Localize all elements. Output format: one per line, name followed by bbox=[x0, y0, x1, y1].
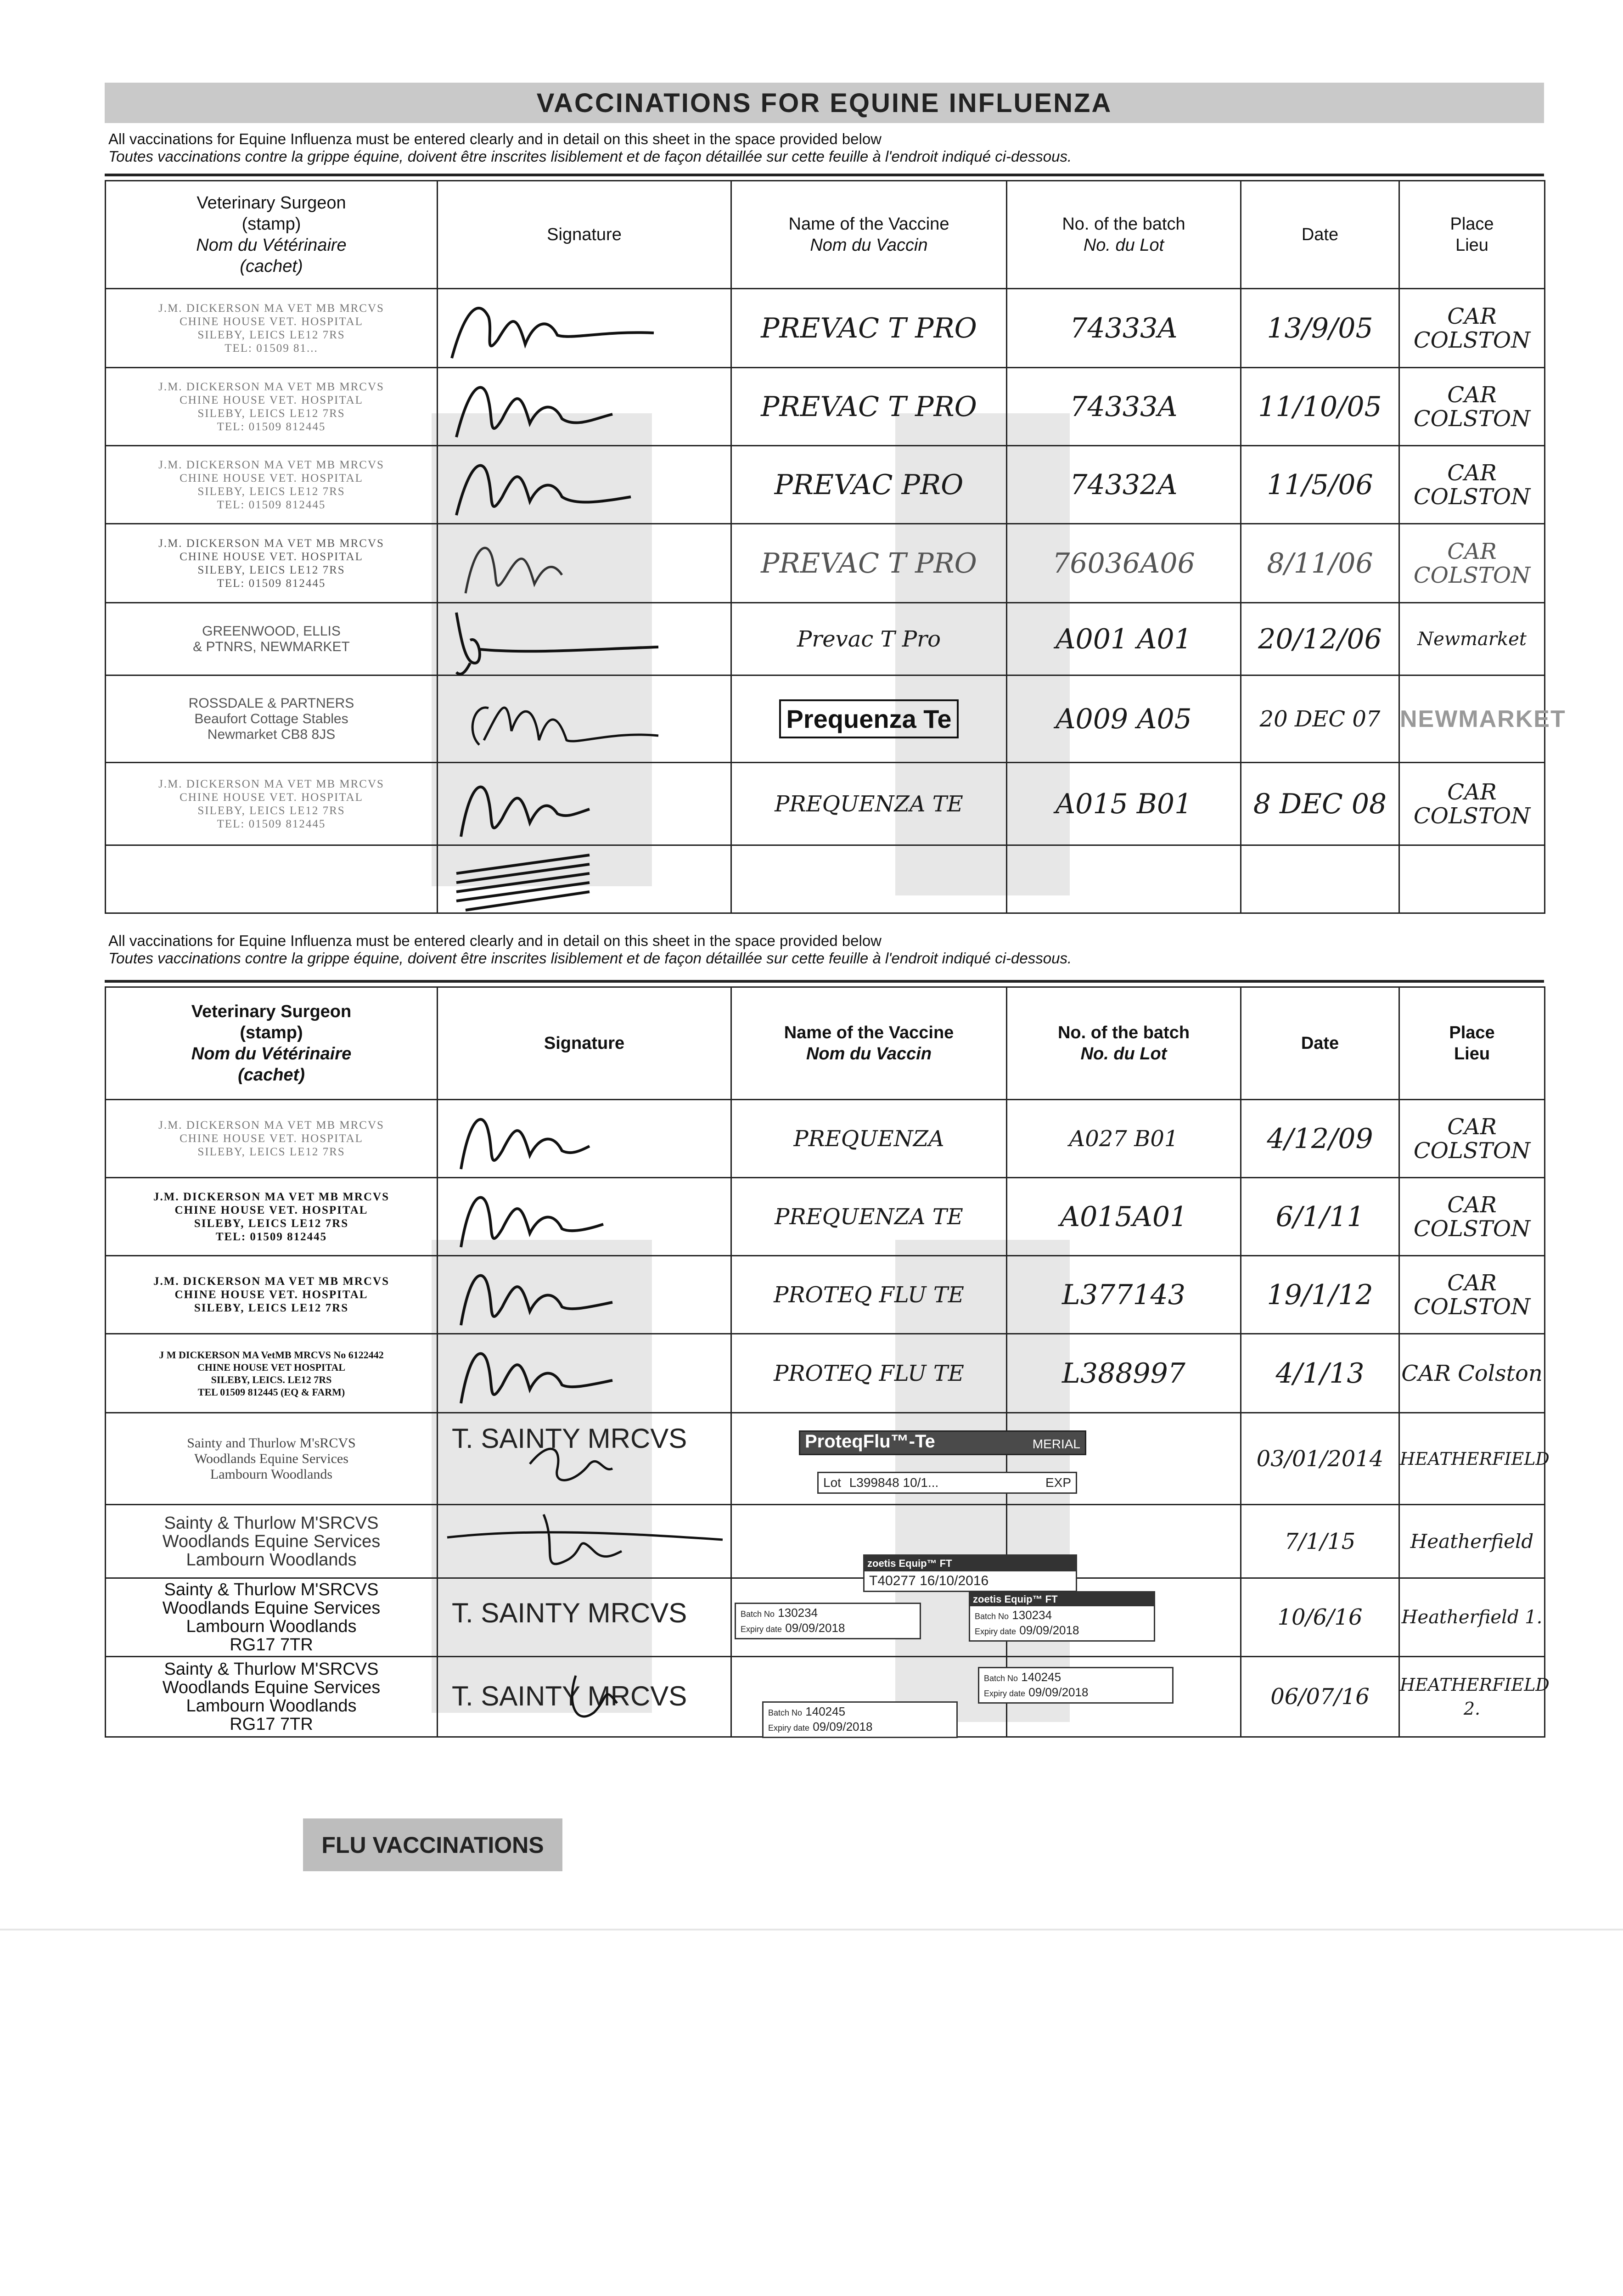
vaccination-date: 8/11/06 bbox=[1241, 524, 1399, 603]
equip-brand: zoetis Equip™ FT bbox=[970, 1593, 1154, 1606]
vaccination-date: 10/6/16 bbox=[1241, 1578, 1399, 1657]
vaccination-date: 03/01/2014 bbox=[1241, 1413, 1399, 1505]
stamp-line: J.M. DICKERSON MA VET MB MRCVS bbox=[158, 537, 384, 550]
stamp-line: Lambourn Woodlands bbox=[210, 1466, 333, 1482]
stamp-line: CHINE HOUSE VET HOSPITAL bbox=[197, 1361, 346, 1373]
header-date: Date bbox=[1241, 181, 1399, 289]
table-header-row bbox=[106, 987, 1545, 1100]
table-row bbox=[106, 763, 1545, 845]
batch-number: A001 A01 bbox=[1007, 603, 1241, 675]
expiry-label: Expiry date bbox=[975, 1627, 1016, 1636]
vaccine-name: PROTEQ FLU TE bbox=[731, 1256, 1007, 1334]
equip-expiry: 09/09/2018 bbox=[1028, 1685, 1089, 1699]
vaccination-date: 6/1/11 bbox=[1241, 1178, 1399, 1256]
batch-number: 74332A bbox=[1007, 446, 1241, 524]
table-row bbox=[106, 289, 1545, 368]
signature-cell bbox=[438, 1505, 731, 1578]
stamp-line: RG17 7TR bbox=[230, 1715, 313, 1734]
stamp-line: CHINE HOUSE VET. HOSPITAL bbox=[180, 394, 363, 406]
handwritten-signature bbox=[438, 524, 732, 603]
equip-lot: T40277 16/10/2016 bbox=[869, 1573, 989, 1588]
table-row bbox=[106, 1256, 1545, 1334]
place: CAR COLSTON bbox=[1399, 1256, 1545, 1334]
header-vet-en-2: (stamp) bbox=[241, 214, 301, 234]
stamp-line: Beaufort Cottage Stables bbox=[194, 711, 348, 726]
vaccination-date: 8 DEC 08 bbox=[1241, 763, 1399, 845]
signature-stamp-text: T. SAINTY MRCVS bbox=[452, 1681, 687, 1711]
header-vaccine-en: Name of the Vaccine bbox=[788, 214, 949, 234]
vaccine-name: PROTEQ FLU TE bbox=[731, 1334, 1007, 1413]
stamp-line: J.M. DICKERSON MA VET MB MRCVS bbox=[158, 1119, 384, 1131]
proteq-name: ProteqFlu™-Te bbox=[805, 1431, 935, 1452]
place: CAR COLSTON bbox=[1399, 1178, 1545, 1256]
equip-expiry: 09/09/2018 bbox=[1019, 1623, 1079, 1637]
stamp-line: ROSSDALE & PARTNERS bbox=[188, 695, 354, 711]
vaccine-name: PREVAC PRO bbox=[731, 446, 1007, 524]
proteq-exp: EXP bbox=[1045, 1475, 1071, 1490]
stamp-line: CHINE HOUSE VET. HOSPITAL bbox=[174, 1204, 368, 1216]
vaccine-name: PREVAC T PRO bbox=[731, 368, 1007, 446]
equip-batch: 140245 bbox=[805, 1705, 846, 1718]
equip-expiry: 09/09/2018 bbox=[785, 1621, 845, 1635]
page-fold-line bbox=[0, 1929, 1623, 1930]
table-header-row bbox=[106, 181, 1545, 289]
vaccination-date: 20/12/06 bbox=[1241, 603, 1399, 675]
vet-stamp bbox=[106, 763, 438, 845]
vaccine-name bbox=[731, 845, 1007, 913]
batch-no-label: Batch No bbox=[984, 1674, 1018, 1683]
vaccine-name: Prevac T Pro bbox=[731, 603, 1007, 675]
stamp-line: J.M. DICKERSON MA VET MB MRCVS bbox=[158, 777, 384, 790]
stamp-line: Sainty and Thurlow M'sRCVS bbox=[187, 1435, 356, 1451]
vet-stamp bbox=[106, 1413, 438, 1505]
stamp-line: TEL: 01509 812445 bbox=[215, 1230, 327, 1243]
vet-stamp bbox=[106, 368, 438, 446]
stamp-line: Lambourn Woodlands bbox=[186, 1617, 357, 1636]
vaccine-name: PREQUENZA bbox=[731, 1100, 1007, 1178]
stamp-line: SILEBY, LEICS LE12 7RS bbox=[197, 1146, 345, 1158]
place: CAR Colston bbox=[1399, 1334, 1545, 1413]
stamp-line: CHINE HOUSE VET. HOSPITAL bbox=[180, 472, 363, 484]
signature-cell bbox=[438, 675, 731, 763]
stamp-line: TEL 01509 812445 (EQ & FARM) bbox=[197, 1386, 345, 1398]
equip-sticker-a bbox=[735, 1603, 921, 1639]
stamp-line: Lambourn Woodlands bbox=[186, 1696, 357, 1716]
instructions-fr: Toutes vaccinations contre la grippe équine, doivent être inscrites lisiblement et de façon détaillée sur cette feuille à l'endroit indiqué ci-dessous. bbox=[108, 950, 1072, 967]
stamp-line: GREENWOOD, ELLIS bbox=[202, 623, 341, 639]
header-vaccine-fr: Nom du Vaccin bbox=[806, 1044, 932, 1064]
stamp-line: Sainty & Thurlow M'SRCVS bbox=[164, 1660, 379, 1679]
vaccination-date: 19/1/12 bbox=[1241, 1256, 1399, 1334]
handwritten-signature bbox=[438, 763, 732, 846]
header-batch-fr: No. du Lot bbox=[1083, 236, 1164, 255]
handwritten-signature bbox=[438, 1100, 732, 1178]
footer-label: FLU VACCINATIONS bbox=[303, 1818, 562, 1871]
header-place-en: Place bbox=[1449, 1023, 1495, 1042]
place: CAR COLSTON bbox=[1399, 1100, 1545, 1178]
page-title-bar bbox=[105, 83, 1544, 123]
stamp-line: J M DICKERSON MA VetMB MRCVS No 6122442 bbox=[159, 1349, 384, 1361]
stamp-line: CHINE HOUSE VET. HOSPITAL bbox=[174, 1289, 368, 1301]
signature-cell bbox=[438, 1178, 731, 1256]
stamp-line: J.M. DICKERSON MA VET MB MRCVS bbox=[153, 1190, 389, 1203]
vaccine-name: PREQUENZA TE bbox=[731, 1178, 1007, 1256]
header-vet-fr: Nom du Vétérinaire bbox=[191, 1044, 352, 1064]
signature-cell bbox=[438, 1578, 731, 1657]
header-place-fr: Lieu bbox=[1455, 236, 1488, 255]
handwritten-signature bbox=[438, 676, 732, 763]
header-signature: Signature bbox=[438, 181, 731, 289]
signature-cell bbox=[438, 446, 731, 524]
vaccine-name: PREVAC T PRO bbox=[731, 289, 1007, 368]
batch-no-label: Batch No bbox=[768, 1708, 803, 1717]
signature-cell bbox=[438, 524, 731, 603]
header-batch bbox=[1007, 181, 1241, 289]
stamp-line: CHINE HOUSE VET. HOSPITAL bbox=[180, 1132, 363, 1145]
vet-stamp bbox=[106, 1178, 438, 1256]
equip-batch: 130234 bbox=[1012, 1608, 1052, 1622]
proteq-lot-label: Lot bbox=[823, 1475, 841, 1490]
vaccination-date: 13/9/05 bbox=[1241, 289, 1399, 368]
stamp-line: Lambourn Woodlands bbox=[186, 1550, 357, 1570]
signature-cell bbox=[438, 368, 731, 446]
batch-no-label: Batch No bbox=[741, 1609, 775, 1619]
stamp-line: SILEBY, LEICS LE12 7RS bbox=[194, 1302, 349, 1314]
header-vaccine bbox=[731, 987, 1007, 1100]
handwritten-signature bbox=[438, 446, 732, 524]
page-title: VACCINATIONS FOR EQUINE INFLUENZA bbox=[536, 88, 1112, 118]
vet-stamp bbox=[106, 524, 438, 603]
table-row bbox=[106, 1334, 1545, 1413]
proteq-sticker bbox=[799, 1430, 1086, 1455]
divider bbox=[105, 174, 1544, 176]
vet-stamp bbox=[106, 1505, 438, 1578]
vaccination-date: 4/12/09 bbox=[1241, 1100, 1399, 1178]
vet-stamp bbox=[106, 289, 438, 368]
stamp-line: TEL: 01509 812445 bbox=[217, 577, 326, 590]
stamp-line: TEL: 01509 812445 bbox=[217, 817, 326, 830]
place: CAR COLSTON bbox=[1399, 289, 1545, 368]
vaccination-date: 11/5/06 bbox=[1241, 446, 1399, 524]
header-vet-fr-2: (cachet) bbox=[240, 257, 303, 276]
place bbox=[1399, 845, 1545, 913]
header-place bbox=[1399, 181, 1545, 289]
batch-number: A027 B01 bbox=[1007, 1100, 1241, 1178]
divider bbox=[105, 980, 1544, 983]
vaccination-date: 11/10/05 bbox=[1241, 368, 1399, 446]
vet-stamp bbox=[106, 1256, 438, 1334]
equip-expiry: 09/09/2018 bbox=[813, 1720, 873, 1733]
header-signature: Signature bbox=[438, 987, 731, 1100]
stamp-line: Newmarket CB8 8JS bbox=[207, 726, 336, 742]
stamp-line: Woodlands Equine Services bbox=[162, 1598, 381, 1618]
table-row bbox=[106, 675, 1545, 763]
stamp-line: SILEBY, LEICS LE12 7RS bbox=[197, 563, 345, 576]
stamp-line: SILEBY, LEICS. LE12 7RS bbox=[211, 1373, 332, 1385]
expiry-label: Expiry date bbox=[768, 1723, 810, 1733]
stamp-line: CHINE HOUSE VET. HOSPITAL bbox=[180, 550, 363, 563]
header-batch-en: No. of the batch bbox=[1062, 214, 1185, 234]
header-batch-en: No. of the batch bbox=[1057, 1023, 1190, 1042]
stamp-line: TEL: 01509 812445 bbox=[217, 498, 326, 511]
stamp-line: CHINE HOUSE VET. HOSPITAL bbox=[180, 791, 363, 804]
place-stamp: NEWMARKET bbox=[1399, 675, 1545, 763]
header-vet-en: Veterinary Surgeon bbox=[191, 1002, 352, 1021]
signature-cell bbox=[438, 1100, 731, 1178]
vaccination-date: 06/07/16 bbox=[1241, 1657, 1399, 1737]
vaccine-name-cell bbox=[731, 675, 1007, 763]
vaccine-name-label: Prequenza Te bbox=[779, 699, 959, 738]
stamp-line: SILEBY, LEICS LE12 7RS bbox=[197, 328, 345, 341]
stamp-line: SILEBY, LEICS LE12 7RS bbox=[197, 485, 345, 498]
table-row-empty bbox=[106, 845, 1545, 913]
batch-number: L377143 bbox=[1007, 1256, 1241, 1334]
header-date: Date bbox=[1241, 987, 1399, 1100]
batch-number: A015A01 bbox=[1007, 1178, 1241, 1256]
stamp-line: TEL: 01509 812445 bbox=[217, 420, 326, 433]
proteq-lot: L399848 10/1... bbox=[849, 1475, 939, 1490]
stamp-line: SILEBY, LEICS LE12 7RS bbox=[197, 407, 345, 420]
handwritten-signature bbox=[438, 289, 732, 368]
place: CAR COLSTON bbox=[1399, 524, 1545, 603]
vaccination-date bbox=[1241, 845, 1399, 913]
stamp-line: J.M. DICKERSON MA VET MB MRCVS bbox=[158, 458, 384, 471]
stamp-line: J.M. DICKERSON MA VET MB MRCVS bbox=[158, 380, 384, 393]
vet-stamp bbox=[106, 675, 438, 763]
handwritten-signature bbox=[438, 1334, 732, 1413]
vet-stamp bbox=[106, 1334, 438, 1413]
stamp-line: CHINE HOUSE VET. HOSPITAL bbox=[180, 315, 363, 328]
vet-stamp bbox=[106, 1578, 438, 1657]
table-row bbox=[106, 524, 1545, 603]
place: HEATHERFIELD 2. bbox=[1399, 1657, 1545, 1737]
vet-stamp bbox=[106, 1100, 438, 1178]
stamp-line: J.M. DICKERSON MA VET MB MRCVS bbox=[158, 302, 384, 315]
batch-number: 74333A bbox=[1007, 289, 1241, 368]
stamp-line: Woodlands Equine Services bbox=[162, 1531, 381, 1551]
batch-no-label: Batch No bbox=[975, 1612, 1009, 1621]
signature-cell bbox=[438, 289, 731, 368]
place: CAR COLSTON bbox=[1399, 446, 1545, 524]
signature-cell bbox=[438, 1334, 731, 1413]
equip-sticker-c bbox=[762, 1701, 958, 1738]
header-vet bbox=[106, 181, 438, 289]
vet-stamp bbox=[106, 845, 438, 913]
vaccination-date: 7/1/15 bbox=[1241, 1505, 1399, 1578]
vaccination-date: 4/1/13 bbox=[1241, 1334, 1399, 1413]
place: Newmarket bbox=[1399, 603, 1545, 675]
signature-cell bbox=[438, 1657, 731, 1737]
vet-stamp bbox=[106, 603, 438, 675]
stamp-line: SILEBY, LEICS LE12 7RS bbox=[194, 1217, 349, 1230]
stamp-line: Sainty & Thurlow M'SRCVS bbox=[164, 1513, 379, 1533]
batch-number bbox=[1007, 845, 1241, 913]
equip-sticker-b bbox=[969, 1591, 1155, 1642]
table-row bbox=[106, 1100, 1545, 1178]
header-place-en: Place bbox=[1450, 214, 1494, 234]
header-vaccine-en: Name of the Vaccine bbox=[784, 1023, 954, 1042]
stamp-line: RG17 7TR bbox=[230, 1635, 313, 1654]
signature-stamp-text: T. SAINTY MRCVS bbox=[452, 1423, 687, 1454]
table-row bbox=[106, 603, 1545, 675]
batch-number: A015 B01 bbox=[1007, 763, 1241, 845]
instructions-en: All vaccinations for Equine Influenza must be entered clearly and in detail on this sheet in the space provided below bbox=[108, 130, 882, 147]
equip-sticker-d bbox=[978, 1667, 1174, 1704]
table-row bbox=[106, 368, 1545, 446]
vaccination-table-1 bbox=[105, 180, 1566, 914]
header-vet bbox=[106, 987, 438, 1100]
batch-number: 76036A06 bbox=[1007, 524, 1241, 603]
signature-cell bbox=[438, 1413, 731, 1505]
signature-cell bbox=[438, 763, 731, 845]
equip-batch: 130234 bbox=[778, 1606, 818, 1620]
signature-cell bbox=[438, 603, 731, 675]
header-batch bbox=[1007, 987, 1241, 1100]
proteq-maker: MERIAL bbox=[1032, 1437, 1080, 1451]
header-vet-en-2: (stamp) bbox=[240, 1023, 303, 1042]
vet-stamp bbox=[106, 446, 438, 524]
vaccine-name: PREVAC T PRO bbox=[731, 524, 1007, 603]
header-vet-fr-2: (cachet) bbox=[238, 1065, 305, 1085]
scribble-mark bbox=[438, 846, 732, 914]
header-place bbox=[1399, 987, 1545, 1100]
stamp-line: Woodlands Equine Services bbox=[194, 1451, 348, 1466]
table-row bbox=[106, 446, 1545, 524]
place: CAR COLSTON bbox=[1399, 368, 1545, 446]
vet-stamp bbox=[106, 1657, 438, 1737]
signature-cell bbox=[438, 1256, 731, 1334]
header-vet-en: Veterinary Surgeon bbox=[197, 193, 346, 213]
signature-stamp-text: T. SAINTY MRCVS bbox=[452, 1598, 687, 1628]
batch-number: L388997 bbox=[1007, 1334, 1241, 1413]
stamp-line: SILEBY, LEICS LE12 7RS bbox=[197, 804, 345, 817]
signature-cell bbox=[438, 845, 731, 913]
proteq-lot-sticker bbox=[817, 1472, 1077, 1494]
table-row bbox=[106, 1178, 1545, 1256]
place: CAR COLSTON bbox=[1399, 763, 1545, 845]
place: Heatherfield 1. bbox=[1399, 1578, 1545, 1657]
handwritten-signature bbox=[438, 603, 732, 676]
header-vaccine bbox=[731, 181, 1007, 289]
handwritten-signature bbox=[438, 1657, 732, 1738]
stamp-line: Sainty & Thurlow M'SRCVS bbox=[164, 1580, 379, 1599]
instructions-fr: Toutes vaccinations contre la grippe équine, doivent être inscrites lisiblement et de façon détaillée sur cette feuille à l'endroit indiqué ci-dessous. bbox=[108, 148, 1072, 165]
stamp-line: J.M. DICKERSON MA VET MB MRCVS bbox=[153, 1275, 389, 1288]
vaccination-date: 20 DEC 07 bbox=[1241, 675, 1399, 763]
handwritten-signature bbox=[438, 1413, 732, 1505]
equip-sticker-2015 bbox=[863, 1554, 1077, 1592]
header-vaccine-fr: Nom du Vaccin bbox=[810, 236, 928, 255]
stamp-line: & PTNRS, NEWMARKET bbox=[193, 639, 350, 654]
handwritten-signature bbox=[438, 368, 732, 446]
handwritten-signature bbox=[438, 1505, 732, 1579]
expiry-label: Expiry date bbox=[984, 1689, 1026, 1698]
handwritten-signature bbox=[438, 1178, 732, 1256]
table-row bbox=[106, 1505, 1545, 1578]
equip-batch: 140245 bbox=[1021, 1670, 1061, 1684]
vaccine-name: PREQUENZA TE bbox=[731, 763, 1007, 845]
expiry-label: Expiry date bbox=[741, 1625, 782, 1634]
stamp-line: Woodlands Equine Services bbox=[162, 1678, 381, 1697]
batch-number: 74333A bbox=[1007, 368, 1241, 446]
batch-number: A009 A05 bbox=[1007, 675, 1241, 763]
header-place-fr: Lieu bbox=[1454, 1044, 1490, 1064]
instructions-top bbox=[108, 130, 1072, 165]
equip-brand: zoetis Equip™ FT bbox=[865, 1556, 1076, 1571]
place: HEATHERFIELD bbox=[1399, 1413, 1545, 1505]
instructions-en: All vaccinations for Equine Influenza must be entered clearly and in detail on this sheet in the space provided below bbox=[108, 932, 882, 949]
instructions-bottom bbox=[108, 932, 1072, 967]
stamp-line: TEL: 01509 81... bbox=[225, 342, 318, 355]
handwritten-signature bbox=[438, 1256, 732, 1334]
header-batch-fr: No. du Lot bbox=[1080, 1044, 1167, 1064]
header-vet-fr: Nom du Vétérinaire bbox=[196, 236, 347, 255]
place: Heatherfield bbox=[1399, 1505, 1545, 1578]
